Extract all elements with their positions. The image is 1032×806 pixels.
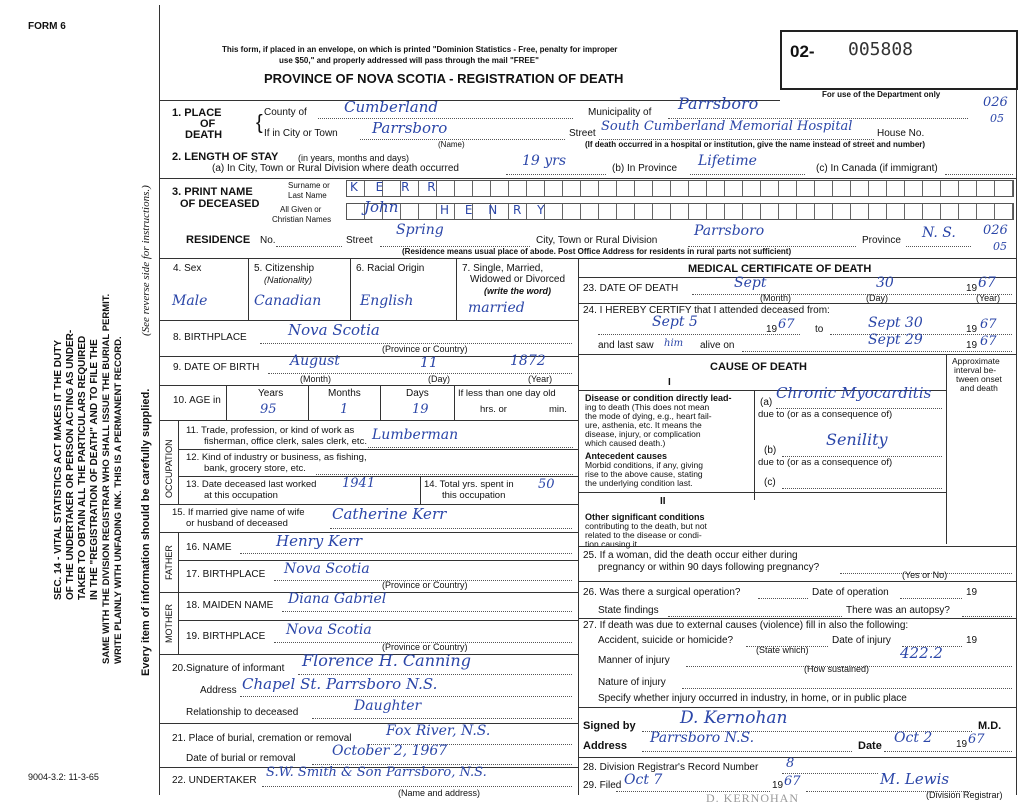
name-label-1: 3. PRINT NAME	[172, 186, 253, 198]
hospital-note: (If death occurred in a hospital or institution, give the name instead of street and number)	[585, 140, 926, 149]
ante-label-2: Morbid conditions, if any, giving	[585, 460, 703, 470]
q26-findings-line	[668, 616, 842, 617]
registrar-sub: (Division Registrar)	[926, 790, 1003, 800]
q26-findings-label: State findings	[598, 605, 659, 616]
certify-to: Sept 30	[868, 315, 923, 331]
residence-code-1: 026	[983, 223, 1008, 238]
county-label: County of	[264, 107, 307, 118]
dod-day-sub: (Day)	[866, 293, 888, 303]
residence-code-2: 05	[993, 240, 1007, 253]
signed-year-prefix: 19	[956, 739, 968, 750]
dob-month-sub: (Month)	[300, 374, 332, 384]
lastworked-label-1: 13. Date deceased last worked	[186, 479, 317, 490]
burial-place-value: Fox River, N.S.	[386, 723, 491, 739]
signed-address: Parrsboro N.S.	[650, 730, 755, 746]
residence-province-value: N. S.	[922, 225, 956, 241]
registrar-signature: M. Lewis	[880, 770, 950, 788]
brace: {	[256, 112, 263, 134]
lastsaw-year: 67	[980, 334, 997, 349]
undertaker-label: 22. UNDERTAKER	[172, 775, 257, 786]
street-label: Street	[569, 128, 596, 139]
side-instruction-4: IN THE "REGISTRATION OF DEATH" AND TO FILE THE	[89, 339, 100, 600]
side-instruction-5: SAME WITH THE DIVISION REGISTRAR WHO SHALL ISSUE THE BURIAL PERMIT.	[101, 293, 112, 664]
undertaker-line	[262, 786, 572, 787]
cause-b-label: (b)	[764, 445, 777, 456]
industry-label-1: 12. Kind of industry or business, as fishing,	[186, 452, 367, 463]
informant-address-label: Address	[200, 685, 237, 696]
cause-title: CAUSE OF DEATH	[710, 361, 807, 373]
certify-from-year: 67	[778, 317, 795, 332]
father-birthplace-value: Nova Scotia	[284, 561, 370, 577]
stay-label: 2. LENGTH OF STAY	[172, 151, 279, 163]
given-label-1: All Given or	[280, 205, 322, 214]
cell-divider	[380, 385, 381, 420]
residence-city-value: Parrsboro	[694, 223, 765, 239]
cell-divider	[350, 258, 351, 320]
burial-date-value: October 2, 1967	[332, 743, 448, 759]
spouse-value: Catherine Kerr	[332, 505, 447, 523]
years-spent-value: 50	[538, 477, 555, 492]
direct-label-4: ure, asthenia, etc. It means the	[585, 420, 702, 430]
signed-year: 67	[968, 732, 985, 747]
signed-date-line	[884, 751, 1012, 752]
stay-canada-line	[945, 174, 1013, 175]
months-value: 1	[340, 402, 349, 417]
certify-from: Sept 5	[652, 314, 698, 330]
racial-value: English	[360, 293, 414, 309]
undertaker-sub: (Name and address)	[398, 788, 481, 798]
department-use-note: For use of the Department only	[822, 90, 941, 99]
form-print-code: 9004-3.2: 11-3-65	[28, 772, 99, 782]
ante-label-4: the underlying condition last.	[585, 478, 693, 488]
envelope-note-2: use $50," and properly addressed will pass through the mail "FREE"	[279, 56, 539, 65]
mother-birthplace-value: Nova Scotia	[286, 622, 372, 638]
q27-injury-date-label: Date of injury	[832, 635, 891, 646]
rule	[160, 723, 578, 724]
residence-no-label: No.	[260, 235, 276, 246]
dueto-2: due to (or as a consequence of)	[758, 457, 893, 468]
industry-label-2: bank, grocery store, etc.	[204, 463, 306, 474]
municipality-value: Parrsboro	[678, 94, 759, 113]
place-label-of: OF	[200, 118, 216, 130]
certify-to-year: 67	[980, 317, 997, 332]
ante-label-3: rise to the above cause, stating	[585, 469, 703, 479]
relationship-label: Relationship to deceased	[186, 707, 299, 718]
surname-value: K E R R	[350, 180, 443, 194]
ante-label-1: Antecedent causes	[585, 451, 668, 461]
dod-year: 67	[978, 275, 996, 291]
registrar-record-label: 28. Division Registrar's Record Number	[583, 762, 759, 773]
lessday-label: If less than one day old	[458, 388, 556, 399]
q27-nature-line	[682, 688, 1012, 689]
lastsaw-date: Sept 29	[868, 332, 923, 348]
stay-city-line	[506, 174, 606, 175]
residence-province-line	[906, 246, 971, 247]
physician-signature: D. Kernohan	[680, 708, 788, 728]
filed-year: 67	[784, 774, 801, 789]
lastsaw-year-prefix: 19	[966, 340, 978, 351]
sex-label: 4. Sex	[173, 263, 202, 274]
q25-sub: (Yes or No)	[902, 570, 948, 580]
residence-label: RESIDENCE	[186, 234, 251, 246]
rule	[578, 492, 946, 493]
cause-c-label: (c)	[764, 477, 776, 488]
medical-title: MEDICAL CERTIFICATE OF DEATH	[688, 263, 872, 275]
side-instruction-6: WRITE PLAINLY WITH UNFADING INK. THIS IS A PERMANENT RECORD.	[113, 336, 124, 664]
other-label-2: contributing to the death, but not	[585, 521, 707, 531]
certify-label: 24. I HEREBY CERTIFY that I attended deceased from:	[583, 305, 830, 316]
rule	[178, 476, 578, 477]
stay-province-value: Lifetime	[698, 153, 757, 169]
q27-specify-label: Specify whether injury occurred in industry, in home, or in public place	[598, 693, 907, 704]
q26-autopsy-line	[962, 616, 1012, 617]
informant-address: Chapel St. Parrsboro N.S.	[242, 675, 438, 693]
signed-date: Oct 2	[894, 730, 933, 746]
spouse-label-1: 15. If married give name of wife	[172, 507, 305, 518]
other-label-3: related to the disease or condi-	[585, 530, 702, 540]
age-label: 10. AGE in	[173, 395, 221, 406]
q25-label-1: 25. If a woman, did the death occur either during	[583, 550, 798, 561]
marital-value: married	[468, 300, 525, 316]
dod-month-sub: (Month)	[760, 293, 792, 303]
certify-from-year-prefix: 19	[766, 324, 778, 335]
burial-place-label: 21. Place of burial, cremation or removal	[172, 733, 352, 744]
department-code-2: 05	[990, 112, 1004, 125]
relationship-line	[312, 718, 572, 719]
residence-no-line	[276, 246, 342, 247]
mother-side-label: MOTHER	[164, 604, 174, 643]
rule	[160, 385, 578, 386]
q27-manner-label: Manner of injury	[598, 655, 670, 666]
informant-signature: Florence H. Canning	[302, 651, 471, 670]
residence-city-label: City, Town or Rural Division	[536, 235, 658, 246]
informant-label: Signature of informant	[186, 663, 285, 674]
dod-line	[692, 294, 1012, 295]
cell-divider	[454, 385, 455, 420]
birthplace-value: Nova Scotia	[288, 321, 380, 339]
lastworked-label-2: at this occupation	[204, 490, 278, 501]
mother-divider	[178, 592, 179, 654]
birthplace-sub: (Province or Country)	[382, 344, 468, 354]
q26-date-label: Date of operation	[812, 587, 889, 598]
dod-day: 30	[876, 275, 894, 291]
citizenship-sub: (Nationality)	[264, 275, 313, 285]
citizenship-label: 5. Citizenship	[254, 263, 315, 274]
rule	[578, 277, 1016, 278]
registration-number: 005808	[848, 39, 914, 60]
father-name-value: Henry Kerr	[276, 532, 363, 550]
spouse-label-2: or husband of deceased	[186, 518, 288, 529]
direct-label-5: disease, injury, or complication	[585, 429, 701, 439]
surname-grid	[346, 180, 1014, 197]
dob-year: 1872	[510, 353, 546, 369]
other-label-1: Other significant conditions	[585, 512, 705, 522]
trade-label-1: 11. Trade, profession, or kind of work as	[186, 425, 355, 436]
cause-part-1: I	[668, 377, 671, 388]
place-label-death: DEATH	[185, 129, 223, 141]
lastworked-value: 1941	[342, 476, 376, 491]
residence-province-label: Province	[862, 235, 901, 246]
other-label-4: tion causing it.	[585, 539, 640, 549]
years-spent-label-2: this occupation	[442, 490, 506, 501]
lastsaw-him: him	[664, 338, 684, 349]
column-divider	[578, 258, 579, 795]
dod-label: 23. DATE OF DEATH	[583, 283, 679, 294]
q26-date-line	[900, 598, 962, 599]
residence-note: (Residence means usual place of abode. Post Office Address for residents in rural parts not sufficient)	[402, 247, 792, 256]
rule	[160, 258, 1016, 259]
rule	[578, 354, 1016, 355]
dob-day: 11	[420, 355, 438, 371]
birthplace-label: 8. BIRTHPLACE	[173, 332, 247, 343]
rule	[578, 757, 1016, 758]
signed-address-line	[642, 751, 852, 752]
cell-divider	[248, 258, 249, 320]
stay-sub: (in years, months and days)	[298, 153, 410, 163]
q27-code: 422.2	[900, 644, 943, 662]
spouse-line	[330, 528, 572, 529]
direct-label-2: ing to death (This does not mean	[585, 402, 710, 412]
stay-canada-label: (c) In Canada (if immigrant)	[816, 163, 938, 174]
occupation-divider	[178, 420, 179, 504]
stay-province-line	[690, 174, 805, 175]
surname-label-1: Surname or	[288, 181, 330, 190]
hospital-value: South Cumberland Memorial Hospital	[601, 119, 853, 134]
q27-state-sub: (State which)	[756, 645, 809, 655]
form-number: FORM 6	[28, 21, 66, 32]
hrs-label: hrs. or	[480, 404, 507, 415]
given-first-value: John	[364, 198, 399, 216]
envelope-note-1: This form, if placed in an envelope, on which is printed "Dominion Statistics - Free, penalty for improper	[222, 45, 618, 54]
father-name-label: 16. NAME	[186, 542, 232, 553]
father-name-line	[240, 553, 572, 554]
residence-street-label: Street	[346, 235, 373, 246]
informant-address-line	[240, 696, 572, 697]
q26-operation-line	[758, 598, 808, 599]
maiden-value: Diana Gabriel	[288, 591, 387, 607]
stay-city-value: 19 yrs	[522, 153, 567, 169]
given-second-value: H E N R Y	[440, 203, 551, 217]
q27-accident-label: Accident, suicide or homicide?	[598, 635, 734, 646]
house-label: House No.	[877, 128, 925, 139]
q27-label: 27. If death was due to external causes (violence) fill in also the following:	[583, 620, 909, 631]
q26-label: 26. Was there a surgical operation?	[583, 587, 741, 598]
months-label: Months	[328, 388, 361, 399]
city-name-sub: (Name)	[438, 140, 465, 149]
rule	[178, 449, 578, 450]
certify-to-year-prefix: 19	[966, 324, 978, 335]
cause-a-label: (a)	[760, 397, 773, 408]
surname-label-2: Last Name	[288, 191, 327, 200]
q26-year-prefix: 19	[966, 587, 978, 598]
years-value: 95	[260, 402, 277, 417]
dod-year-prefix: 19	[966, 283, 978, 294]
interval-label-1: Approximate	[952, 356, 1000, 366]
mother-birthplace-label: 19. BIRTHPLACE	[186, 631, 266, 642]
lastsaw-line	[742, 351, 1012, 352]
dod-month: Sept	[734, 275, 767, 291]
sex-value: Male	[172, 293, 208, 309]
informant-number: 20.	[172, 663, 186, 674]
county-value: Cumberland	[344, 98, 439, 116]
department-code-1: 026	[983, 95, 1008, 110]
burial-date-label: Date of burial or removal	[186, 753, 296, 764]
interval-column-divider	[946, 354, 947, 544]
lastsaw-label: and last saw	[598, 340, 654, 351]
name-label-2: OF DECEASED	[180, 198, 260, 210]
days-label: Days	[406, 388, 429, 399]
side-instruction-1: SEC. 14 - VITAL STATISTICS ACT MAKES IT THE DUTY	[53, 339, 64, 600]
rule	[178, 620, 578, 621]
min-label: min.	[549, 404, 567, 415]
cell-divider	[456, 258, 457, 320]
father-birthplace-label: 17. BIRTHPLACE	[186, 569, 266, 580]
physician-name-stamp: D. KERNOHAN	[706, 791, 799, 805]
cause-c-line	[782, 488, 942, 489]
dob-day-sub: (Day)	[428, 374, 450, 384]
occupation-side-label: OCCUPATION	[164, 439, 174, 498]
registration-prefix: 02-	[790, 42, 815, 61]
cell-divider	[420, 476, 421, 504]
filed-year-prefix: 19	[772, 780, 784, 791]
maiden-line	[282, 611, 572, 612]
direct-label-6: which caused death.)	[585, 438, 666, 448]
place-label: 1. PLACE	[172, 107, 222, 119]
direct-label-1: Disease or condition directly lead-	[585, 393, 732, 403]
filed-date: Oct 7	[624, 772, 663, 788]
rule	[178, 560, 578, 561]
city-value: Parrsboro	[372, 119, 448, 137]
stay-province-label: (b) In Province	[612, 163, 678, 174]
dod-year-sub: (Year)	[976, 293, 1001, 303]
municipality-label: Municipality of	[588, 107, 652, 118]
dueto-1: due to (or as a consequence of)	[758, 409, 893, 420]
interval-label-4: and death	[960, 383, 998, 393]
mother-birthplace-sub: (Province or Country)	[382, 642, 468, 652]
rule	[160, 178, 1016, 179]
citizenship-value: Canadian	[254, 293, 322, 309]
rule	[578, 618, 1016, 619]
form-title: PROVINCE OF NOVA SCOTIA - REGISTRATION OF DEATH	[264, 71, 624, 86]
cause-part-2: II	[660, 496, 666, 507]
rule	[160, 420, 578, 421]
cell-divider	[308, 385, 309, 420]
city-label: If in City or Town	[264, 128, 338, 139]
cause-a-value: Chronic Myocarditis	[776, 384, 932, 402]
left-border	[159, 5, 160, 795]
marital-label-2: Widowed or Divorced	[470, 274, 566, 285]
cause-b-value: Senility	[826, 430, 888, 449]
q25-label-2: pregnancy or within 90 days following pregnancy?	[598, 562, 820, 573]
rule	[578, 546, 1016, 547]
years-spent-label-1: 14. Total yrs. spent in	[424, 479, 514, 490]
filed-label: 29. Filed	[583, 780, 622, 791]
alive-label: alive on	[700, 340, 735, 351]
industry-line	[316, 474, 573, 475]
dob-year-sub: (Year)	[528, 374, 553, 384]
rule	[578, 303, 1016, 304]
racial-label: 6. Racial Origin	[356, 263, 425, 274]
cause-label-divider	[754, 390, 755, 500]
interval-label-2: interval be-	[954, 365, 997, 375]
side-instruction-7: Every item of information should be carefully supplied.	[140, 388, 152, 676]
years-label: Years	[258, 388, 284, 399]
signed-label: Signed by	[583, 720, 636, 732]
trade-value: Lumberman	[372, 427, 459, 443]
marital-label-3: (write the word)	[484, 286, 551, 296]
right-border	[1016, 30, 1017, 795]
father-birthplace-sub: (Province or Country)	[382, 580, 468, 590]
cell-divider	[226, 385, 227, 420]
certify-to-label: to	[815, 324, 824, 335]
q26-autopsy-label: There was an autopsy?	[846, 605, 950, 616]
rule	[578, 707, 1016, 708]
side-instruction-8: (See reverse side for instructions.)	[140, 185, 152, 336]
father-side-label: FATHER	[164, 545, 174, 580]
q27-how-sub: (How sustained)	[804, 664, 870, 674]
q27-year-prefix: 19	[966, 635, 978, 646]
rule	[160, 532, 578, 533]
dob-month: August	[290, 353, 340, 369]
side-instruction-3: TAKER TO OBTAIN ALL THE PARTICULARS REQUIRED	[77, 335, 88, 600]
relationship-value: Daughter	[354, 698, 422, 714]
direct-label-3: the mode of dying, e.g., heart fail-	[585, 411, 712, 421]
dob-label: 9. DATE OF BIRTH	[173, 362, 260, 373]
maiden-label: 18. MAIDEN NAME	[186, 600, 274, 611]
father-divider	[178, 532, 179, 592]
days-value: 19	[412, 402, 429, 417]
signed-address-label: Address	[583, 740, 628, 752]
rule	[578, 581, 1016, 582]
stay-city-label: (a) In City, Town or Rural Division where death occurred	[212, 163, 459, 174]
registrar-record: 8	[786, 756, 795, 771]
undertaker-value: S.W. Smith & Son Parrsboro, N.S.	[266, 765, 487, 780]
given-label-2: Christian Names	[272, 215, 332, 224]
interval-label-3: tween onset	[956, 374, 1002, 384]
trade-label-2: fisherman, office clerk, sales clerk, etc.	[204, 436, 367, 447]
trade-line	[368, 447, 573, 448]
md-label: M.D.	[978, 720, 1002, 732]
marital-label-1: 7. Single, Married,	[462, 263, 544, 274]
residence-street-value: Spring	[396, 222, 444, 238]
q27-nature-label: Nature of injury	[598, 677, 666, 688]
side-instruction-2: OF THE UNDERTAKER OR PERSON ACTING AS UNDER-	[65, 329, 76, 600]
signed-date-label: Date	[858, 740, 882, 752]
